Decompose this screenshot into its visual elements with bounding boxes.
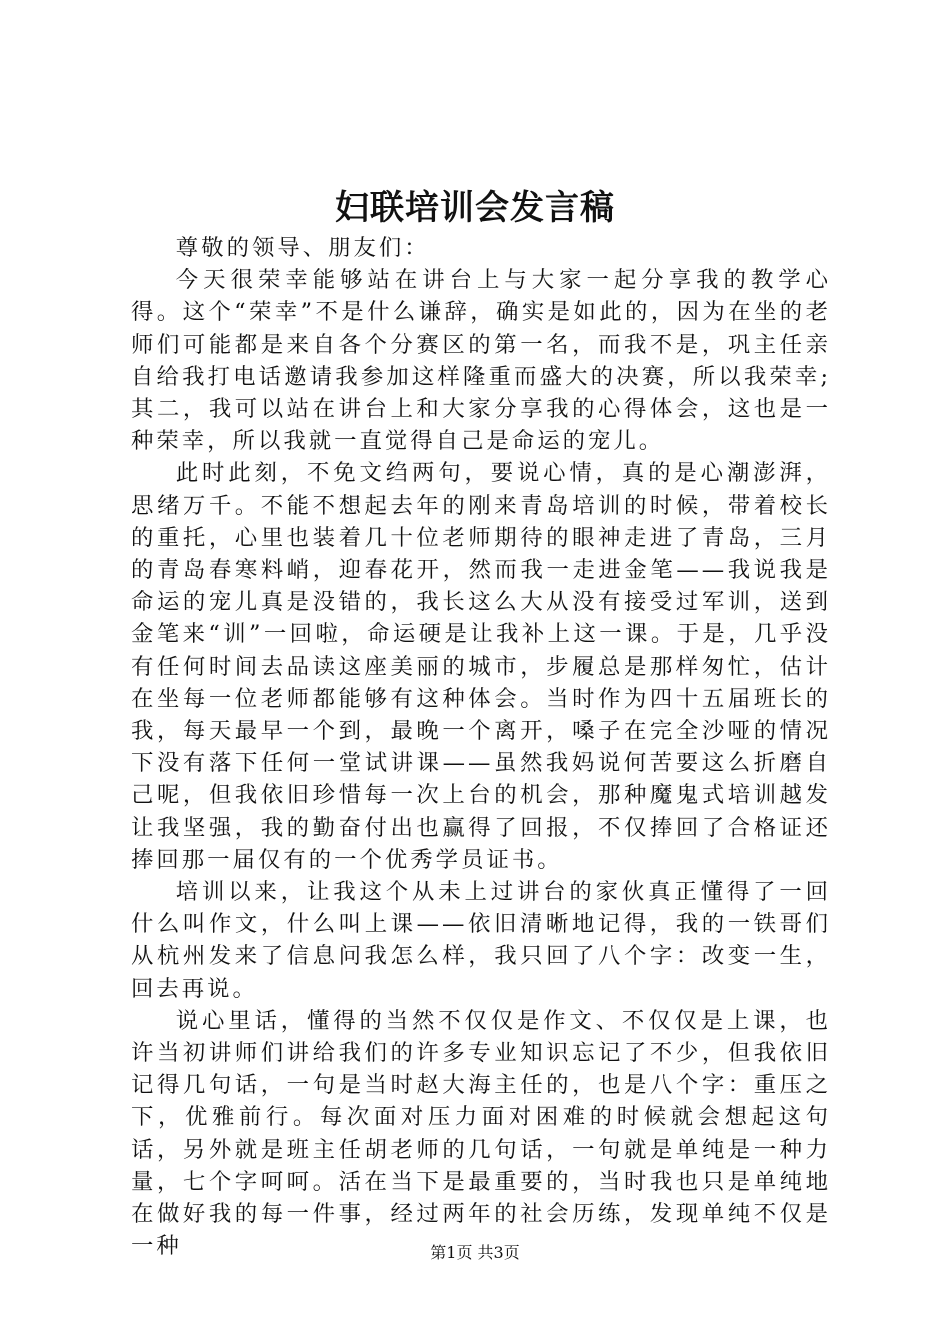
body-paragraph: 今天很荣幸能够站在讲台上与大家一起分享我的教学心得。这个“荣幸”不是什么谦辞，确实是如此的，因为在坐的老师们可能都是来自各个分赛区的第一名，而我不是，巩主任亲自给我打电话邀请我参加这样隆重而盛大的决赛，所以我荣幸;其二，我可以站在讲台上和大家分享我的心得体会，这也是一种荣幸，所以我就一直觉得自己是命运的宠儿。 (131, 267, 831, 455)
salutation-paragraph: 尊敬的领导、朋友们： (175, 235, 430, 261)
body-paragraph: 此时此刻，不免文绉两句，要说心情，真的是心潮澎湃，思绪万千。不能不想起去年的刚来青岛培训的时候，带着校长的重托，心里也装着几十位老师期待的眼神走进了青岛，三月的青岛春寒料峭，迎春花开，然而我一走进金笔——我说我是命运的宠儿真是没错的，我长这么大从没有接受过军训，送到金笔来“训”一回啦，命运硬是让我补上这一课。于是，几乎没有任何时间去品读这座美丽的城市，步履总是那样匆忙，估计在坐每一位老师都能够有这种体会。当时作为四十五届班长的我，每天最早一个到，最晚一个离开，嗓子在完全沙哑的情况下没有落下任何一堂试讲课——虽然我妈说何苦要这么折磨自己呢，但我依旧珍惜每一次上台的机会，那种魔鬼式培训越发让我坚强，我的勤奋付出也赢得了回报，不仅捧回了合格证还捧回那一届仅有的一个优秀学员证书。 (131, 460, 831, 873)
page-number-footer: 第1页 共3页 (430, 1243, 520, 1262)
document-body (131, 232, 831, 1263)
document-title: 妇联培训会发言稿 (335, 188, 615, 228)
body-paragraph: 说心里话，懂得的当然不仅仅是作文、不仅仅是上课，也许当初讲师们讲给我们的许多专业知识忘记了不少，但我依旧记得几句话，一句是当时赵大海主任的，也是八个字：重压之下，优雅前行。每次面对压力面对困难的时候就会想起这句话，另外就是班主任胡老师的几句话，一句就是单纯是一种力量，七个字呵呵。活在当下是最重要的，当时我也只是单纯地在做好我的每一件事，经过两年的社会历练，发现单纯不仅是一种 (131, 1007, 831, 1260)
body-paragraph: 培训以来，让我这个从未上过讲台的家伙真正懂得了一回什么叫作文，什么叫上课——依旧清晰地记得，我的一铁哥们从杭州发来了信息问我怎么样，我只回了八个字：改变一生，回去再说。 (131, 879, 831, 1002)
